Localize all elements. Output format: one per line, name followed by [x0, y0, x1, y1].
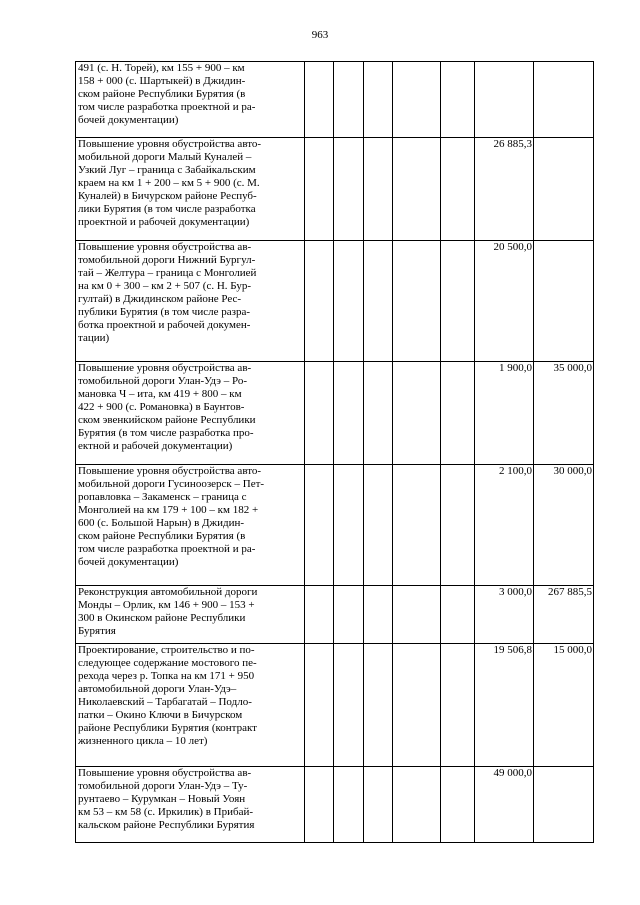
description-line: том числе разработка проектной и ра- [78, 101, 256, 113]
empty-cell [440, 644, 475, 767]
empty-cell [440, 465, 475, 586]
table-row [76, 767, 594, 843]
description-line: Повышение уровня обустройства ав- [78, 767, 252, 779]
description-line: ропавловка – Закаменск – граница с [78, 491, 247, 503]
value-a-cell: 19 506,8 [475, 644, 534, 767]
table-row [76, 62, 594, 138]
row-description [76, 241, 305, 362]
budget-table [75, 61, 594, 843]
empty-cell [393, 465, 440, 586]
empty-cell [440, 362, 475, 465]
empty-cell [334, 362, 363, 465]
row-description [76, 465, 305, 586]
value-a-cell: 2 100,0 [475, 465, 534, 586]
description-line: Узкий Луг – граница с Забайкальским [78, 164, 256, 176]
empty-cell [440, 586, 475, 644]
description-line: Повышение уровня обустройства ав- [78, 362, 252, 374]
page-number: 963 [311, 29, 329, 41]
description-line: тай – Желтура – граница с Монголией [78, 267, 257, 279]
empty-cell [334, 241, 363, 362]
description-line: лики Бурятия (в том числе разработка [78, 203, 256, 215]
description-line: автомобильной дороги Улан-Удэ– [78, 683, 237, 695]
description-line: Повышение уровня обустройства ав- [78, 241, 252, 253]
value-a-cell: 1 900,0 [475, 362, 534, 465]
row-description [76, 62, 305, 138]
description-line: ектной и рабочей документации) [78, 440, 233, 452]
description-line: Реконструкция автомобильной дороги [78, 586, 258, 598]
value-b-cell [534, 767, 594, 843]
table-row [76, 362, 594, 465]
description-line: следующее содержание мостового пе- [78, 657, 257, 669]
description-line: гултай) в Джидинском районе Рес- [78, 293, 242, 305]
description-line: бочей документации) [78, 556, 179, 568]
row-description [76, 767, 305, 843]
empty-cell [305, 138, 334, 241]
empty-cell [440, 241, 475, 362]
description-line: 600 (с. Большой Нарын) в Джидин- [78, 517, 245, 529]
value-a-cell: 49 000,0 [475, 767, 534, 843]
empty-cell [440, 767, 475, 843]
value-b-cell [534, 62, 594, 138]
empty-cell [363, 362, 392, 465]
empty-cell [334, 138, 363, 241]
empty-cell [393, 138, 440, 241]
description-line: 422 + 900 (с. Романовка) в Баунтов- [78, 401, 245, 413]
row-description [76, 586, 305, 644]
table-row [76, 465, 594, 586]
value-a-cell: 26 885,3 [475, 138, 534, 241]
empty-cell [363, 138, 392, 241]
value-a-cell [475, 62, 534, 138]
description-line: проектной и рабочей документации) [78, 216, 250, 228]
description-line: рунтаево – Курумкан – Новый Уоян [78, 793, 246, 805]
description-line: тации) [78, 332, 110, 344]
description-line: ском районе Республики Бурятия (в [78, 88, 246, 100]
value-a-cell: 3 000,0 [475, 586, 534, 644]
description-line: Бурятия [78, 625, 116, 637]
description-line: публики Бурятия (в том числе разра- [78, 306, 250, 318]
value-b-cell: 267 885,5 [534, 586, 594, 644]
table-row [76, 644, 594, 767]
description-line: 300 в Окинском районе Республики [78, 612, 246, 624]
value-b-cell: 15 000,0 [534, 644, 594, 767]
description-line: томобильной дороги Нижний Бургул- [78, 254, 256, 266]
value-a-cell: 20 500,0 [475, 241, 534, 362]
empty-cell [363, 241, 392, 362]
description-line: км 53 – км 58 (с. Иркилик) в Прибай- [78, 806, 254, 818]
description-line: бочей документации) [78, 114, 179, 126]
description-line: Николаевский – Тарбагатай – Подло- [78, 696, 252, 708]
empty-cell [393, 767, 440, 843]
description-line: 491 (с. Н. Торей), км 155 + 900 – км [78, 62, 245, 74]
empty-cell [334, 644, 363, 767]
description-line: рехода через р. Топка на км 171 + 950 [78, 670, 255, 682]
empty-cell [363, 767, 392, 843]
empty-cell [334, 465, 363, 586]
description-line: том числе разработка проектной и ра- [78, 543, 256, 555]
description-line: мобильной дороги Малый Куналей – [78, 151, 252, 163]
row-description [76, 138, 305, 241]
description-line: ботка проектной и рабочей докумен- [78, 319, 251, 331]
description-line: Куналей) в Бичурском районе Респуб- [78, 190, 257, 202]
description-line: Проектирование, строительство и по- [78, 644, 255, 656]
empty-cell [305, 465, 334, 586]
description-line: томобильной дороги Улан-Удэ – Ро- [78, 375, 247, 387]
value-b-cell [534, 138, 594, 241]
row-description [76, 362, 305, 465]
description-line: Монды – Орлик, км 146 + 900 – 153 + [78, 599, 255, 611]
value-b-cell: 30 000,0 [534, 465, 594, 586]
empty-cell [363, 644, 392, 767]
description-line: Повышение уровня обустройства авто- [78, 465, 262, 477]
empty-cell [305, 644, 334, 767]
table-row [76, 138, 594, 241]
description-line: томобильной дороги Улан-Удэ – Ту- [78, 780, 248, 792]
description-line: Бурятия (в том числе разработка про- [78, 427, 254, 439]
empty-cell [334, 767, 363, 843]
empty-cell [393, 644, 440, 767]
empty-cell [334, 62, 363, 138]
empty-cell [440, 138, 475, 241]
empty-cell [305, 586, 334, 644]
row-description [76, 644, 305, 767]
description-line: кальском районе Республики Бурятия [78, 819, 255, 831]
description-line: 158 + 000 (с. Шартыкей) в Джидин- [78, 75, 246, 87]
empty-cell [363, 465, 392, 586]
empty-cell [393, 241, 440, 362]
description-line: Повышение уровня обустройства авто- [78, 138, 262, 150]
empty-cell [393, 62, 440, 138]
description-line: ском районе Республики Бурятия (в [78, 530, 246, 542]
description-line: краем на км 1 + 200 – км 5 + 900 (с. М. [78, 177, 260, 189]
table-row [76, 241, 594, 362]
empty-cell [393, 362, 440, 465]
empty-cell [305, 362, 334, 465]
table-row [76, 586, 594, 644]
empty-cell [393, 586, 440, 644]
description-line: ском эвенкийском районе Республики [78, 414, 256, 426]
budget-table-body [76, 62, 594, 843]
empty-cell [305, 241, 334, 362]
empty-cell [363, 586, 392, 644]
empty-cell [305, 767, 334, 843]
description-line: мобильной дороги Гусиноозерск – Пет- [78, 478, 265, 490]
description-line: мановка Ч – ита, км 419 + 800 – км [78, 388, 242, 400]
value-b-cell [534, 241, 594, 362]
empty-cell [334, 586, 363, 644]
empty-cell [363, 62, 392, 138]
description-line: жизненного цикла – 10 лет) [78, 735, 208, 747]
description-line: Монголией на км 179 + 100 – км 182 + [78, 504, 259, 516]
value-b-cell: 35 000,0 [534, 362, 594, 465]
description-line: патки – Окино Ключи в Бичурском [78, 709, 243, 721]
empty-cell [305, 62, 334, 138]
description-line: на км 0 + 300 – км 2 + 507 (с. Н. Бур- [78, 280, 251, 292]
description-line: районе Республики Бурятия (контракт [78, 722, 257, 734]
empty-cell [440, 62, 475, 138]
